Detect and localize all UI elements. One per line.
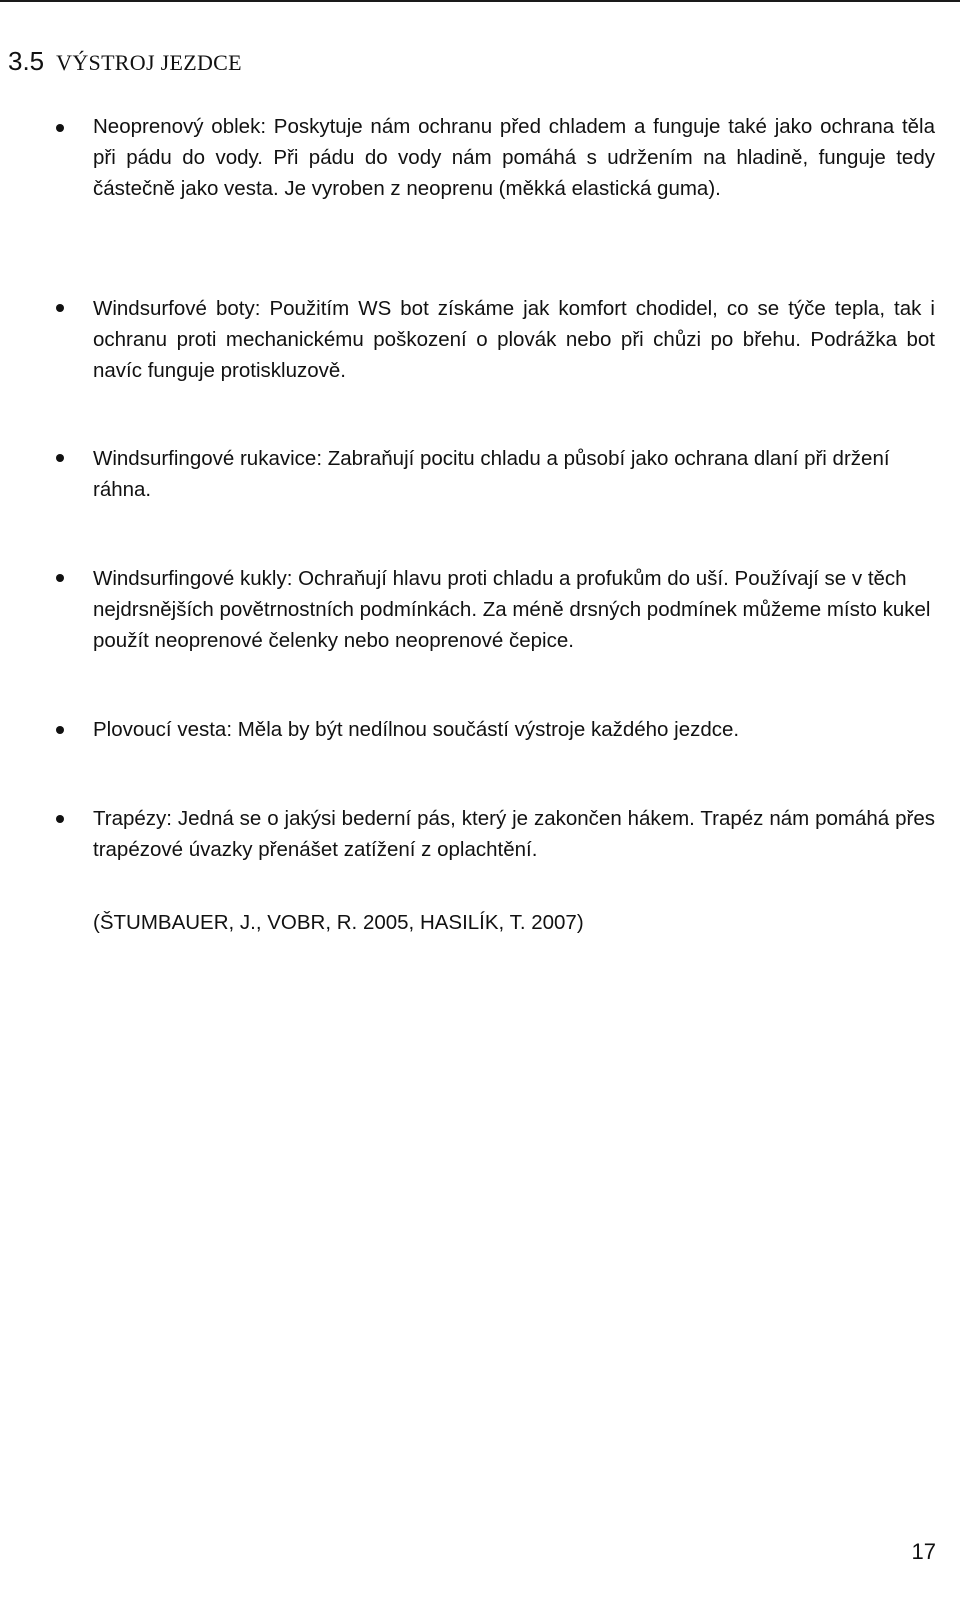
page-number: 17 <box>911 1539 936 1564</box>
bullet-icon <box>56 124 64 132</box>
top-rule <box>0 0 960 2</box>
bullet-icon <box>56 304 64 312</box>
section-title: VÝSTROJ JEZDCE <box>56 50 242 75</box>
bullet-icon <box>56 454 64 462</box>
bullet-icon <box>56 815 64 823</box>
section-heading <box>8 46 242 77</box>
bullet-icon <box>56 726 64 734</box>
list-item-neoprene-suit: Neoprenový oblek: Poskytuje nám ochranu před chladem a funguje také jako ochrana těla při pádu do vody. Při pádu do vody nám pomáhá s udržením na hladině, funguje tedy částečně jako vesta. Je vyroben z neoprenu (měkká elastická guma). <box>93 115 935 200</box>
citation: (ŠTUMBAUER, J., VOBR, R. 2005, HASILÍK, T. 2007) <box>93 911 584 934</box>
list-item-life-vest: Plovoucí vesta: Měla by být nedílnou součástí výstroje každého jezdce. <box>93 718 740 741</box>
bullet-icon <box>56 574 64 582</box>
list-item-gloves: Windsurfingové rukavice: Zabraňují pocitu chladu a působí jako ochrana dlaní při držení ráhna. <box>93 447 890 501</box>
list-item-boots: Windsurfové boty: Použitím WS bot získáme jak komfort chodidel, co se týče tepla, tak i ochranu proti mechanickému poškození o plovák nebo při chůzi po břehu. Podrážka bot navíc funguje protiskluzově. <box>93 297 935 382</box>
section-number: 3.5 <box>8 46 45 76</box>
list-item-hoods: Windsurfingové kukly: Ochraňují hlavu proti chladu a profukům do uší. Používají se v těch nejdrsnějších povětrnostních podmínkách. Za méně drsných podmínek můžeme místo kukel použít neoprenové čelenky nebo neoprenové čepice. <box>93 567 931 652</box>
list-item-harness: Trapézy: Jedná se o jakýsi bederní pás, který je zakončen hákem. Trapéz nám pomáhá přes trapézové úvazky přenášet zatížení z oplachtění. <box>93 807 935 861</box>
